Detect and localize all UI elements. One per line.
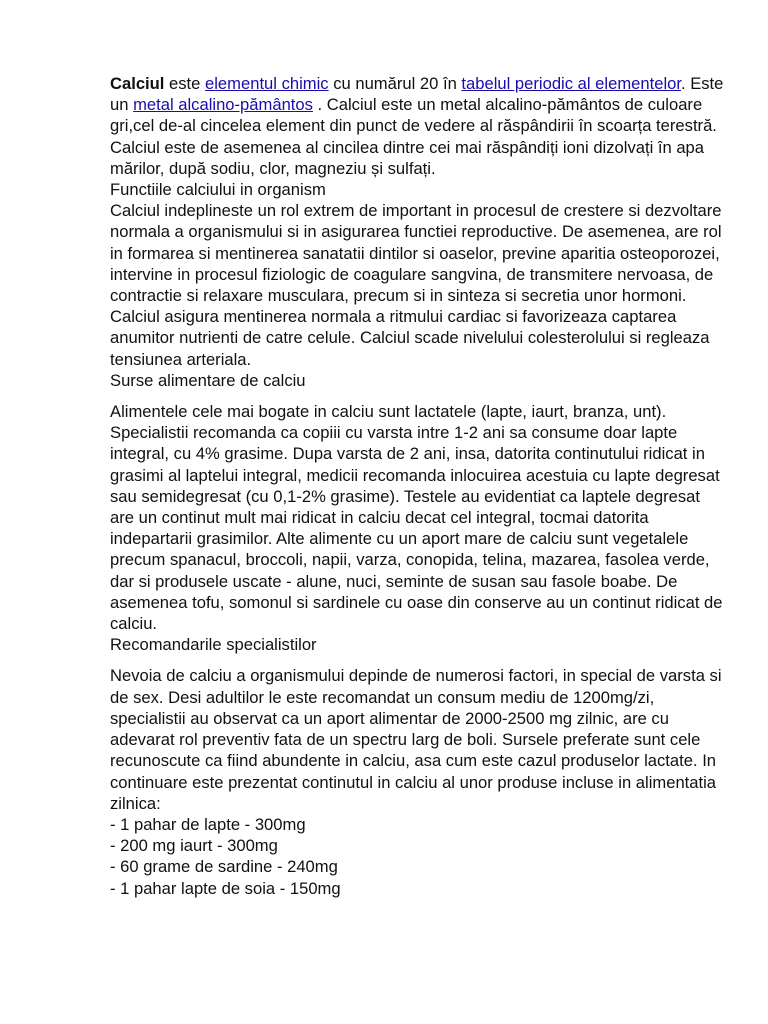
intro-text-1: este	[164, 74, 206, 93]
sources-paragraph: Alimentele cele mai bogate in calciu sunt lactatele (lapte, iaurt, branza, unt). Specialistii recomanda ca copiii cu varsta intre 1-2 ani sa consume doar lapte integral, cu 4% grasime. Dupa varsta de 2 ani, insa, datorita continutului ridicat in grasimi al laptelui integral, medicii recomanda inlocuirea acestuia cu lapte degresat sau semidegresat (cu 0,1-2% grasime). Testele au evidentiat ca laptele degresat are un continut mult mai ridicat in calciu decat cel integral, tocmai datorita indepartarii grasimilor. Alte alimente cu un aport mare de calciu sunt vegetalele precum spanacul, broccoli, napii, varza, conopida, telina, mazarea, fasolea verde, dar si produsele uscate - alune, nuci, seminte de susan sau fasole boabe. De asemenea tofu, somonul si sardinele cu oase din conserve au un continut ridicat de calciu.	[110, 402, 723, 634]
list-item: - 1 pahar lapte de soia - 150mg	[110, 878, 341, 898]
recommend-heading: Recomandarile specialistilor	[110, 635, 317, 655]
list-item: - 1 pahar de lapte - 300mg	[110, 814, 306, 834]
link-elementul-chimic[interactable]: elementul chimic	[205, 74, 329, 93]
functions-heading: Functiile calciului in organism	[110, 180, 326, 200]
sources-heading: Surse alimentare de calciu	[110, 370, 306, 390]
intro-text-2: cu numărul 20 în	[328, 74, 462, 93]
recommend-paragraph: Nevoia de calciu a organismului depinde de numerosi factori, in special de varsta si de sex. Desi adultilor le este recomandat un consum mediu de 1200mg/zi, specialistii au observat ca un aport alimentar de 2000-2500 mg zilnic, are cu adevarat rol preventiv fata de un spectru larg de boli. Sursele preferate sunt cele recunoscute ca fiind abundente in calciu, asa cum este cazul produselor lactate. In continuare este prezentat continutul in calciu al unor produse incluse in alimentatia zilnica:	[110, 666, 722, 813]
list-item: - 60 grame de sardine - 240mg	[110, 857, 338, 877]
calcium-content-list	[110, 814, 725, 899]
link-metal-alcalino-pamantos[interactable]: metal alcalino-pământos	[133, 95, 313, 115]
calciul-bold-term: Calciul	[110, 74, 165, 93]
document-body	[110, 73, 725, 899]
intro-paragraph	[110, 73, 725, 179]
intro-text-3: . Este un	[110, 74, 724, 115]
intro-text-4: . Calciul este un metal alcalino-pământos de culoare gri,cel de-al cincelea element din punct de vedere al răspândirii în scoarța terestră. Calciul este de asemenea al cincilea dintre cei mai răspândiți ioni dizolvați în apa mărilor, după sodiu, clor, magneziu și sulfați.	[110, 95, 717, 178]
list-item: - 200 mg iaurt - 300mg	[110, 836, 278, 856]
link-tabelul-periodic[interactable]: tabelul periodic al elementelor	[461, 74, 681, 93]
functions-paragraph: Calciul indeplineste un rol extrem de important in procesul de crestere si dezvoltare normala a organismului si in asigurarea functiei reproductive. De asemenea, are rol in formarea si mentinerea sanatatii dintilor si oaselor, previne aparitia osteoporozei, intervine in procesul fiziologic de coagulare sangvina, de transmitere nervoasa, de contractie si relaxare musculara, precum si in sinteza si secretia unor hormoni. Calciul asigura mentinerea normala a ritmului cardiac si favorizeaza captarea anumitor nutrienti de catre celule. Calciul scade nivelului colesterolului si regleaza tensiunea arteriala.	[110, 201, 722, 369]
